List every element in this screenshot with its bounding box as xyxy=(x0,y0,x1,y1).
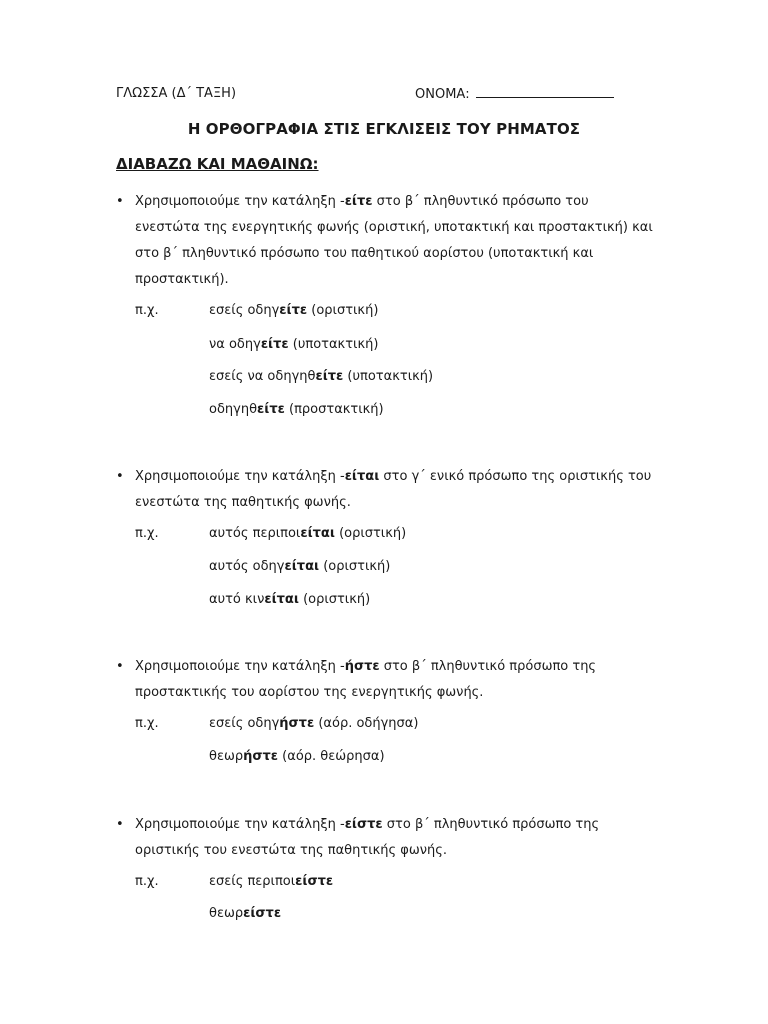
bullet-icon: • xyxy=(116,817,124,832)
example-text: θεωρείστε xyxy=(209,906,282,921)
example-label: π.χ. xyxy=(135,526,159,541)
example-text: αυτός οδηγείται (οριστική) xyxy=(209,559,391,574)
ending-highlight: είται xyxy=(344,469,380,484)
ending-highlight: είστε xyxy=(344,817,383,832)
example-text: αυτό κινείται (οριστική) xyxy=(209,592,371,607)
rule-1 xyxy=(116,189,656,293)
ending-highlight: είτε xyxy=(344,194,373,209)
rule-text: Χρησιμοποιούμε την κατάληξη -ήστε στο β΄ πληθυντικό πρόσωπο της προστακτικής του αορίστου της ενεργητικής φωνής. xyxy=(135,659,597,700)
bullet-icon: • xyxy=(116,194,124,209)
rule-text: Χρησιμοποιούμε την κατάληξη -είτε στο β΄ πληθυντικό πρόσωπο του ενεστώτα της ενεργητικής φωνής (οριστική, υποτακτική και προστακτική) και στο β΄ πληθυντικό πρόσωπο του παθητικού αορίστου (υποτακτική και προστακτική). xyxy=(135,194,653,287)
example-text: εσείς περιποιείστε xyxy=(209,874,334,889)
example-text: εσείς οδηγείτε (οριστική) xyxy=(209,303,379,318)
worksheet-header xyxy=(116,86,636,106)
example-text: εσείς να οδηγηθείτε (υποτακτική) xyxy=(209,369,434,384)
rule-text: Χρησιμοποιούμε την κατάληξη -είται στο γ΄ ενικό πρόσωπο της οριστικής του ενεστώτα της παθητικής φωνής. xyxy=(135,469,652,510)
example-text: οδηγηθείτε (προστακτική) xyxy=(209,402,384,417)
rule-3 xyxy=(116,654,656,706)
example-text: αυτός περιποιείται (οριστική) xyxy=(209,526,407,541)
rule-2 xyxy=(116,464,656,516)
name-blank-line xyxy=(476,86,614,98)
example-label: π.χ. xyxy=(135,716,159,731)
bullet-icon: • xyxy=(116,469,124,484)
example-text: εσείς οδηγήστε (αόρ. οδήγησα) xyxy=(209,716,419,731)
page-title: Η ΟΡΘΟΓΡΑΦΙΑ ΣΤΙΣ ΕΓΚΛΙΣΕΙΣ ΤΟΥ ΡΗΜΑΤΟΣ xyxy=(187,120,581,138)
name-label: ΟΝΟΜΑ: xyxy=(415,87,470,102)
example-label: π.χ. xyxy=(135,303,159,318)
rule-4 xyxy=(116,812,656,864)
ending-highlight: ήστε xyxy=(344,659,380,674)
example-label: π.χ. xyxy=(135,874,159,889)
example-text: θεωρήστε (αόρ. θεώρησα) xyxy=(209,749,385,764)
rule-text: Χρησιμοποιούμε την κατάληξη -είστε στο β΄ πληθυντικό πρόσωπο της οριστικής του ενεστώτα της παθητικής φωνής. xyxy=(135,817,600,858)
section-heading: ΔΙΑΒΑΖΩ ΚΑΙ ΜΑΘΑΙΝΩ: xyxy=(116,155,319,173)
bullet-icon: • xyxy=(116,659,124,674)
subject-label: ΓΛΩΣΣΑ (Δ΄ ΤΑΞΗ) xyxy=(116,86,237,101)
name-field xyxy=(415,86,614,102)
example-text: να οδηγείτε (υποτακτική) xyxy=(209,337,379,352)
